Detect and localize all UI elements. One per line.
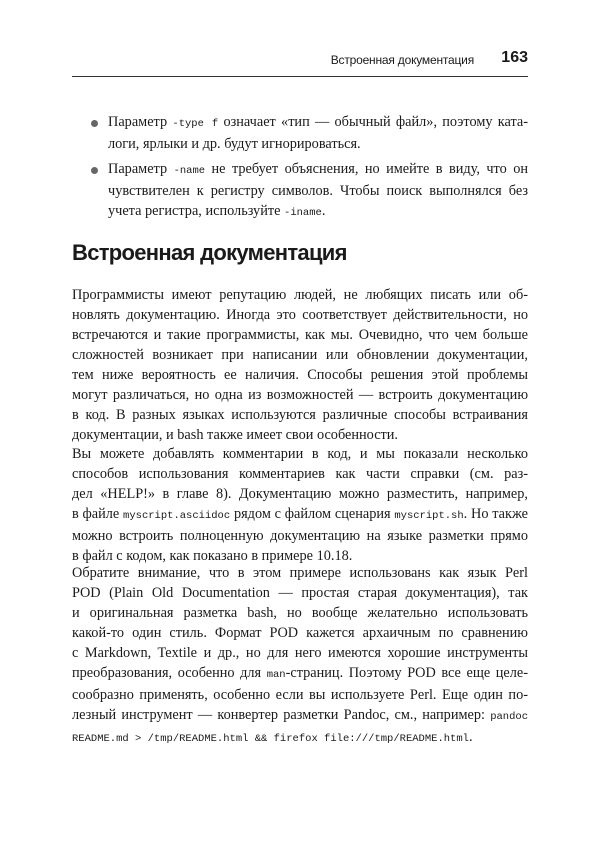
- text-run: . Но также: [463, 506, 529, 522]
- inline-code: man: [266, 669, 286, 681]
- bullet-text: [108, 112, 528, 154]
- paragraph: [72, 285, 528, 445]
- text-line: [72, 583, 528, 603]
- text-line: [72, 685, 528, 705]
- text-run: могут различаться, но одна из возможностей — встроить документацию: [72, 387, 528, 403]
- text-run: Вы можете добавлять комментарии в код, и мы показали несколько: [72, 446, 528, 462]
- text-line: [72, 425, 528, 445]
- text-line: [108, 134, 528, 154]
- text-run: POD (Plain Old Documentation — простая старая документация), так: [72, 585, 528, 601]
- text-run: учета регистра, используйте: [108, 203, 285, 219]
- text-line: [72, 526, 528, 546]
- text-line: [72, 385, 528, 405]
- text-run: документации, и bash также имеет свои особенности.: [72, 427, 399, 443]
- text-line: [72, 563, 528, 583]
- text-line: [72, 365, 528, 385]
- bullet-icon: [91, 120, 98, 127]
- text-run: и оригинальная разметка bash, но вообще желательно использовать: [72, 605, 528, 621]
- bullet-text: [108, 159, 528, 223]
- inline-code: pandoc: [490, 711, 528, 723]
- text-line: [72, 325, 528, 345]
- text-run: Обратите внимание, что в этом примере использованs как язык Perl: [72, 565, 528, 581]
- bullet-item: [72, 159, 528, 223]
- text-line: [72, 464, 528, 484]
- paragraph: [72, 563, 528, 749]
- text-run: можно встроить полноценную документацию на языке разметки прямо: [72, 528, 528, 544]
- text-line: [72, 285, 528, 305]
- text-run: -страниц. Поэтому POD все еще целе-: [285, 665, 528, 681]
- inline-code: -iname: [284, 207, 322, 219]
- text-run: в код. В разных языках используются различные способы встраивания: [72, 407, 528, 423]
- text-run: Параметр: [108, 161, 174, 177]
- inline-code: -type f: [172, 118, 219, 130]
- text-run: означает «тип — обычный файл», поэтому ката-: [218, 114, 529, 130]
- text-run: встречаются и такие программисты, как мы. Очевидно, что чем больше: [72, 327, 528, 343]
- text-run: в файл с кодом, как показано в примере 10.18.: [72, 548, 353, 564]
- text-run: не требует объяснения, но имейте в виду, что он: [205, 161, 528, 177]
- text-run: дел «HELP!» в главе 8). Документацию можно разместить, например,: [72, 486, 528, 502]
- text-run: Программисты имеют репутацию людей, не любящих писать или об-: [72, 287, 528, 303]
- text-line: [72, 727, 528, 749]
- text-line: [72, 345, 528, 365]
- text-line: [108, 201, 528, 223]
- text-run: в файле: [72, 506, 124, 522]
- inline-code: -name: [173, 165, 206, 177]
- bullet-icon: [91, 167, 98, 174]
- text-run: Параметр: [108, 114, 173, 130]
- text-run: логи, ярлыки и др. будут игнорироваться.: [108, 136, 361, 152]
- text-run: .: [321, 203, 326, 219]
- text-line: [72, 643, 528, 663]
- text-run: сложностей возникает при написании или обновлении документации,: [72, 347, 528, 363]
- text-run: какой-то один стиль. Формат POD кажется архаичным по сравнению: [72, 625, 528, 641]
- text-line: [72, 305, 528, 325]
- inline-code: myscript.sh: [394, 510, 464, 522]
- section-heading: Встроенная документация: [72, 240, 347, 265]
- text-line: [108, 181, 528, 201]
- text-run: сообразно применять, особенно если вы используете Perl. Еще один по-: [72, 687, 528, 703]
- text-line: [72, 504, 528, 526]
- text-line: [72, 444, 528, 464]
- text-line: [72, 603, 528, 623]
- text-line: [72, 405, 528, 425]
- text-run: чувствителен к регистру символов. Чтобы поиск выполнялся без: [108, 183, 528, 199]
- inline-code: myscript.asciidoc: [123, 510, 231, 522]
- text-run: тем ниже вероятность ее наличия. Способы решения этой проблемы: [72, 367, 528, 383]
- running-header: [72, 46, 528, 77]
- text-run: лезный инструмент — конвертер разметки Pandoc, см., например:: [72, 707, 491, 723]
- inline-code: README.md > /tmp/README.html && firefox file:///tmp/README.html: [72, 733, 469, 745]
- text-line: [72, 705, 528, 727]
- paragraph: [72, 444, 528, 566]
- text-run: новлять документацию. Иногда это соответствует действительности, но: [72, 307, 528, 323]
- text-line: [108, 112, 528, 134]
- text-run: преобразования, особенно для: [72, 665, 267, 681]
- page-number: 163: [501, 49, 528, 66]
- bullet-list: [72, 112, 528, 228]
- text-line: [72, 484, 528, 504]
- text-run: .: [468, 729, 473, 745]
- running-header-title: Встроенная документация: [330, 53, 474, 67]
- text-run: рядом с файлом сценария: [230, 506, 395, 522]
- bullet-item: [72, 112, 528, 154]
- text-line: [72, 663, 528, 685]
- text-line: [72, 623, 528, 643]
- text-run: с Markdown, Textile и др., но для него имеются хорошие инструменты: [72, 645, 528, 661]
- text-line: [108, 159, 528, 181]
- text-run: способов использования комментариев как части справки (см. раз-: [72, 466, 528, 482]
